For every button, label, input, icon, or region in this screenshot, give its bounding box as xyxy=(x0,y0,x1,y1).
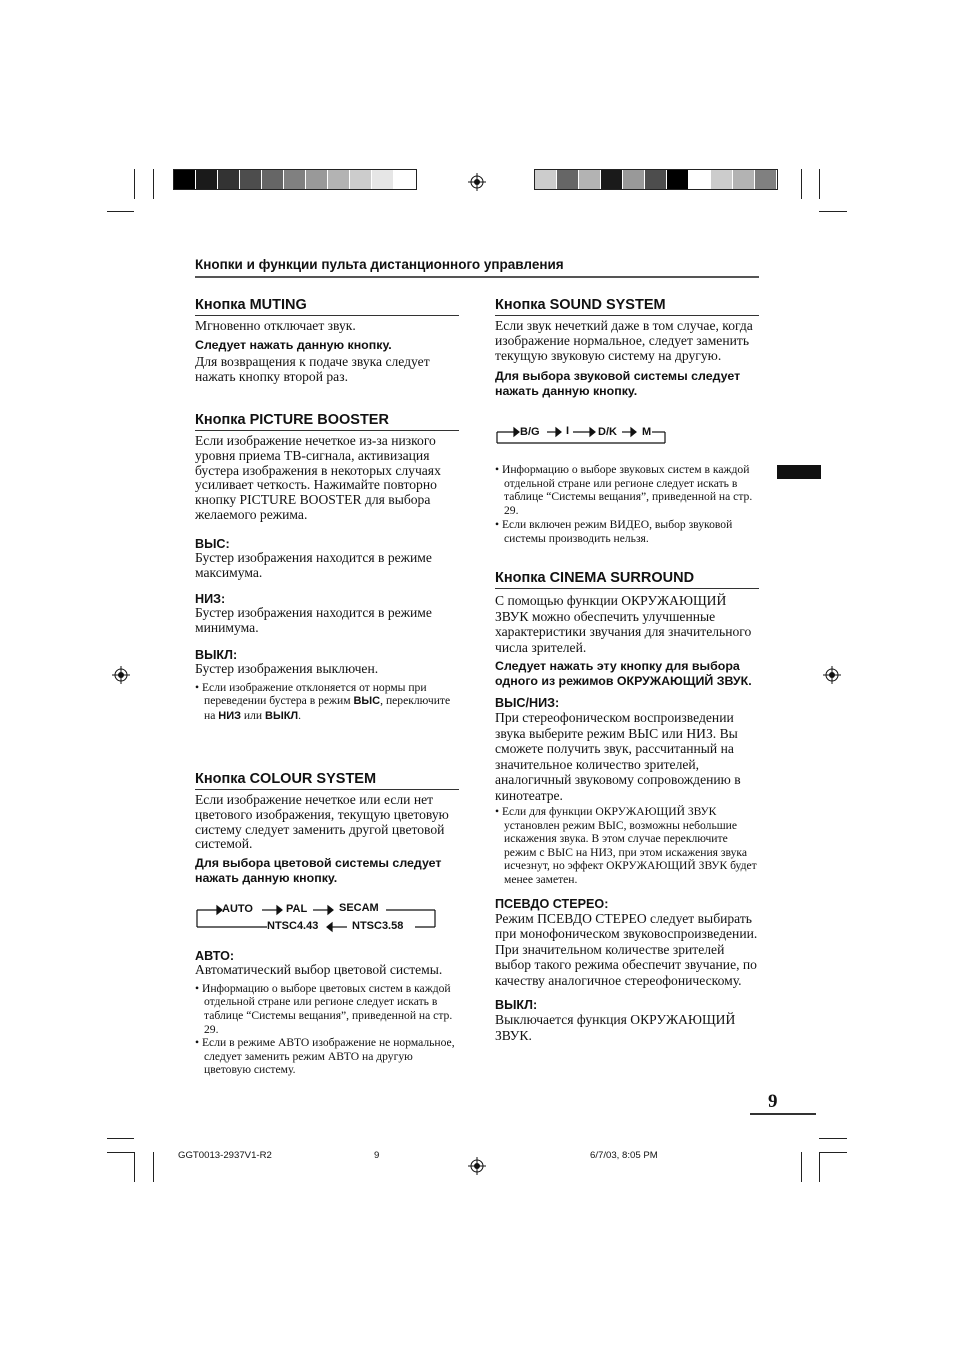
color-swatch xyxy=(306,170,328,189)
note-text: или xyxy=(241,708,265,722)
paragraph: Для возвращения к подаче звука следует нажать кнопку второй раз. xyxy=(195,354,430,385)
mode-label-pseudo-stereo: ПСЕВДО СТЕРЕО: xyxy=(495,896,609,911)
instruction: Следует нажать данную кнопку. xyxy=(195,337,392,352)
diagram-label-m: M xyxy=(642,426,652,438)
crop-mark xyxy=(107,1152,134,1153)
mode-text-off: Выключается функция ОКРУЖАЮЩИЙ ЗВУК. xyxy=(495,1012,736,1043)
section-title: Кнопка SOUND SYSTEM xyxy=(495,297,759,316)
registration-mark-icon xyxy=(468,1157,486,1175)
note-emphasis: НИЗ xyxy=(218,709,241,722)
color-swatch xyxy=(262,170,284,189)
instruction: Для выбора цветовой системы следует нажать данную кнопку. xyxy=(195,856,442,885)
section-title: Кнопка MUTING xyxy=(195,297,459,316)
diagram-label-pal: PAL xyxy=(286,903,308,915)
section-title: Кнопка PICTURE BOOSTER xyxy=(195,412,459,431)
section-title: Кнопка COLOUR SYSTEM xyxy=(195,771,459,790)
note-text: Если для функции ОКРУЖАЮЩИЙ ЗВУК установлен режим ВЫС, возможны небольшие искажения звука. В этом случае переключите режим с ВЫС на НИЗ, при этом искажения звука исчезнут, но эффект ОКРУЖАЮЩИЙ ЗВУК будет менее заметен. xyxy=(501,805,757,886)
crop-mark xyxy=(801,1152,802,1182)
note-text: . xyxy=(298,708,302,722)
mode-label-off: ВЫКЛ: xyxy=(495,998,538,1013)
color-swatch xyxy=(623,170,645,189)
color-swatch xyxy=(240,170,262,189)
crop-mark xyxy=(819,211,847,212)
color-swatch xyxy=(755,170,777,189)
crop-mark xyxy=(819,1152,847,1153)
color-swatch xyxy=(372,170,394,189)
diagram-label-auto: AUTO xyxy=(222,903,253,915)
diagram-label-i: I xyxy=(566,425,570,437)
note: • Если включен режим ВИДЕО, выбор звуковой системы производить нельзя. xyxy=(495,518,733,545)
section-muting xyxy=(195,297,459,385)
mode-label-off: ВЫКЛ: xyxy=(195,647,238,662)
mode-label-high: ВЫС: xyxy=(195,536,230,551)
note-text: Информацию о выборе звуковых систем в каждой отдельной стране или регионе следует искать в таблице “Системы вещания”, приведенной на стр. 29. xyxy=(501,463,753,517)
diagram-label-dk: D/K xyxy=(598,426,617,438)
color-swatch xyxy=(394,170,416,189)
section-colour-system xyxy=(195,771,459,885)
note-text: Если в режиме АВТО изображение не нормальное, следует заменить режим АВТО на другую цветовую систему. xyxy=(201,1036,455,1077)
footer-timestamp: 6/7/03, 8:05 PM xyxy=(590,1150,658,1161)
note: • Если в режиме АВТО изображение не нормальное, следует заменить режим АВТО на другую цветовую систему. xyxy=(195,1036,455,1077)
crop-mark xyxy=(801,169,802,199)
sound-system-diagram xyxy=(495,422,670,446)
mode-label-auto: АВТО: xyxy=(195,949,235,963)
section-tab-marker xyxy=(777,465,821,479)
note: • Если для функции ОКРУЖАЮЩИЙ ЗВУК установлен режим ВЫС, возможны небольшие искажения звука. В этом случае переключите режим с ВЫС на НИЗ, при этом искажения звука исчезнут, но эффект ОКРУЖАЮЩИЙ ЗВУК будет менее заметен. xyxy=(495,805,757,886)
note-text: , переключите на xyxy=(204,694,451,722)
crop-mark xyxy=(107,1138,134,1139)
mode-label-high-low: ВЫС/НИЗ: xyxy=(495,696,560,710)
mode-text-high: Бустер изображения находится в режиме максимума. xyxy=(195,549,432,580)
crop-mark xyxy=(153,1152,154,1182)
color-swatch xyxy=(579,170,601,189)
footer-file-id: GGT0013-2937V1-R2 xyxy=(178,1150,272,1161)
paragraph: С помощью функции ОКРУЖАЮЩИЙ ЗВУК можно обеспечить улучшенные характеристики звучания для значительного числа зрителей. xyxy=(495,593,752,655)
diagram-label-ntsc358: NTSC3.58 xyxy=(352,920,404,932)
instruction: Для выбора звуковой системы следует нажать данную кнопку. xyxy=(495,369,741,398)
page-header: Кнопки и функции пульта дистанционного управления xyxy=(195,257,564,272)
note: • Информацию о выборе цветовых систем в каждой отдельной стране или регионе следует искать в таблице “Системы вещания”, приведенной на стр. 29. xyxy=(195,981,453,1036)
mode-label-low: НИЗ: xyxy=(195,592,226,607)
note-text: Информацию о выборе цветовых систем в каждой отдельной стране или регионе следует искать в таблице “Системы вещания”, приведенной на стр. 29. xyxy=(201,981,453,1036)
diagram-label-bg: B/G xyxy=(520,426,540,438)
paragraph: Если изображение нечеткое или если нет цветового изображения, текущую цветовую систему следует заменить другой цветовой системой. xyxy=(195,792,449,852)
section-cinema-surround xyxy=(495,570,759,1043)
crop-mark xyxy=(153,169,154,199)
registration-mark-icon xyxy=(468,173,486,191)
mode-text-low: Бустер изображения находится в режиме минимума. xyxy=(195,605,432,636)
mode-text-high-low: При стереофоническом воспроизведении звука выберите режим ВЫС или НИЗ. Вы сможете получить звук, рассчитанный на значительное количество зрителей, аналогичный звуковому сопровождению в кинотеатре. xyxy=(495,710,741,803)
diagram-label-ntsc443: NTSC4.43 xyxy=(267,920,319,932)
section-picture-booster xyxy=(195,412,459,724)
color-swatch xyxy=(557,170,579,189)
page-number-rule xyxy=(750,1113,816,1115)
colour-auto-block xyxy=(195,949,459,1077)
color-swatch xyxy=(174,170,196,189)
crop-mark xyxy=(107,211,134,212)
mode-text-off: Бустер изображения выключен. xyxy=(195,660,379,676)
color-swatch xyxy=(284,170,306,189)
page-header-rule xyxy=(195,276,759,278)
note-emphasis: ВЫКЛ xyxy=(265,709,299,722)
crop-mark xyxy=(134,169,135,199)
color-swatch xyxy=(328,170,350,189)
section-title: Кнопка CINEMA SURROUND xyxy=(495,570,759,589)
color-calibration-bar-right xyxy=(534,169,778,190)
colour-system-diagram xyxy=(195,900,445,940)
crop-mark xyxy=(819,1138,847,1139)
color-calibration-bar-left xyxy=(173,169,417,190)
crop-mark xyxy=(819,169,820,199)
crop-mark xyxy=(819,1152,820,1182)
color-swatch xyxy=(667,170,689,189)
diagram-label-secam: SECAM xyxy=(339,902,379,914)
mode-text-pseudo-stereo: Режим ПСЕВДО СТЕРЕО следует выбирать при монофоническом звуковоспроизведении. При значительном количестве зрителей выбор такого режима обеспечит звучание, по качеству аналогичное стереофоническому. xyxy=(495,910,758,988)
note: • Если изображение отклоняется от нормы при переведении бустера в режим ВЫС, переключите на НИЗ или ВЫКЛ. xyxy=(195,680,451,722)
sound-notes xyxy=(495,463,759,546)
color-swatch xyxy=(689,170,711,189)
note: • Информацию о выборе звуковых систем в каждой отдельной стране или регионе следует искать в таблице “Системы вещания”, приведенной на стр. 29. xyxy=(495,463,753,517)
note-emphasis: ВЫС xyxy=(353,695,381,708)
color-swatch xyxy=(350,170,372,189)
paragraph: Если звук нечеткий даже в том случае, когда изображение нормальное, следует заменить текущую звуковую систему на другую. xyxy=(495,318,753,363)
color-swatch xyxy=(711,170,733,189)
footer-page: 9 xyxy=(374,1150,380,1161)
note-text: Если изображение отклоняется от нормы при переведении бустера в режим xyxy=(201,680,427,708)
page-number: 9 xyxy=(768,1091,778,1112)
color-swatch xyxy=(733,170,755,189)
crop-mark xyxy=(134,1152,135,1182)
paragraph: Если изображение нечеткое из-за низкого уровня приема ТВ-сигнала, активизация бустера изображения в некоторых случаях усиливает четкость. Нажимайте повторно кнопку PICTURE BOOSTER для выбора желаемого режима. xyxy=(195,433,441,522)
mode-text-auto: Автоматический выбор цветовой системы. xyxy=(195,962,443,977)
section-sound-system xyxy=(495,297,759,398)
color-swatch xyxy=(535,170,557,189)
registration-mark-icon xyxy=(112,666,130,684)
color-swatch xyxy=(601,170,623,189)
instruction: Следует нажать эту кнопку для выбора одного из режимов ОКРУЖАЮЩИЙ ЗВУК. xyxy=(495,659,752,688)
color-swatch xyxy=(196,170,218,189)
registration-mark-icon xyxy=(823,666,841,684)
note-text: Если включен режим ВИДЕО, выбор звуковой системы производить нельзя. xyxy=(501,518,733,545)
color-swatch xyxy=(645,170,667,189)
color-swatch xyxy=(218,170,240,189)
paragraph: Мгновенно отключает звук. xyxy=(195,318,356,333)
